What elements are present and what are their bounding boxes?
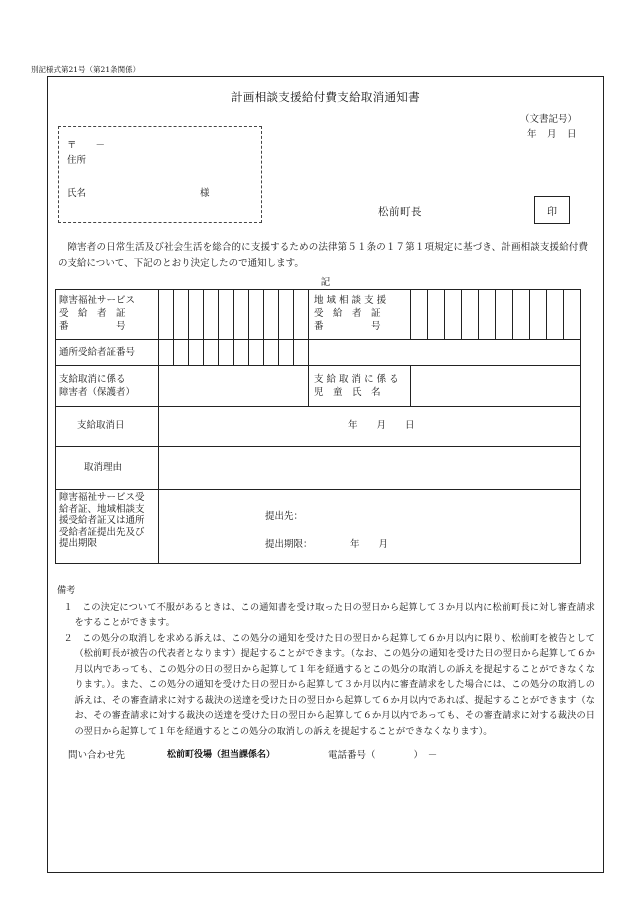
honorific-label: 様 — [200, 188, 210, 199]
form-table — [55, 289, 581, 564]
cancelled-person-label: 支給取消に係る 障害者（保護者） — [59, 374, 136, 398]
welfare-service-certificate-number-label: 障害福祉サービス 受 給 者 証 番 号 — [59, 295, 136, 332]
remarks-section — [57, 583, 595, 739]
seal-stamp-box: 印 — [534, 196, 570, 224]
document-number-label: （文書記号） — [519, 114, 577, 125]
issue-date: 年 月 日 — [526, 129, 577, 140]
contact-phone: 電話番号（ ） － — [328, 750, 438, 761]
form-reference: 別記様式第21号（第21条関係） — [31, 65, 141, 74]
day-service-certificate-number-label: 通所受給者証番号 — [59, 347, 136, 358]
submission-deadline-value: 年 月 — [350, 539, 389, 550]
notice-form — [47, 76, 604, 873]
submission-destination-label: 提出先： — [265, 511, 304, 522]
issuer-name: 松前町長 — [378, 206, 422, 218]
recipient-name-label: 氏名 — [67, 188, 87, 199]
community-support-certificate-number-label: 地 域 相 談 支 援 受 給 者 証 番 号 — [314, 295, 387, 332]
postal-code-label: 〒 － — [67, 140, 106, 151]
remarks-heading: 備考 — [57, 585, 76, 596]
contact-label: 問い合わせ先 — [68, 750, 126, 761]
recipient-address-box — [58, 126, 262, 223]
remarks-item: ２ この処分の取消しを求める訴えは、この処分の通知を受けた日の翌日から起算して６か月以内に限り、松前町を被告として（松前町長が被告の代表者となります）提起することができます。（なお、この処分の通知を受けた日の翌日から起算して６か月以内であっても、この処分の日の翌日から起算して１年を経過するとこの処分の取消しの訴えを提起することができなくなります。）。また、この処分の通知を受けた日の翌日から起算して３か月以内に審査請求をした場合には、この処分の取消しの訴えは、その審査請求に対する裁決の送達を受けた日の翌日から起算して６か月以内であれば、提起することができます（なお、その審査請求に対する裁決の送達を受けた日の翌日から起算して６か月以内であっても、その審査請求に対する裁決の日の翌日から起算して１年を経過するとこの処分の取消しの訴えを提起することができなくなります）。 — [63, 632, 595, 737]
submission-deadline-label: 提出期限： — [265, 539, 313, 550]
cancellation-reason-label: 取消理由 — [84, 462, 123, 473]
cancellation-date-value: 年 月 日 — [348, 420, 415, 431]
contact-office: 松前町役場（担当課係名） — [167, 750, 276, 760]
document-title: 計画相談支援給付費支給取消通知書 — [231, 90, 420, 104]
address-label: 住所 — [67, 155, 87, 166]
child-name-label: 支 給 取 消 に 係 る 児 童 氏 名 — [314, 374, 399, 398]
ki-heading: 記 — [320, 277, 331, 288]
cancellation-date-label: 支給取消日 — [77, 420, 125, 431]
certificate-submission-label: 障害福祉サービス受 給者証、地域相談支 援受給者証又は通所 受給者証提出先及び 提出期限 — [59, 492, 145, 549]
notice-body-text: 障害者の日常生活及び社会生活を総合的に支援するための法律第５１条の１７第１項規定に基づき、計画相談支援給付費の支給について、下記のとおり決定したので通知します。 — [58, 242, 588, 269]
remarks-item: １ この決定について不服があるときは、この通知書を受け取った日の翌日から起算して３か月以内に松前町長に対し審査請求をすることができます。 — [63, 601, 595, 628]
